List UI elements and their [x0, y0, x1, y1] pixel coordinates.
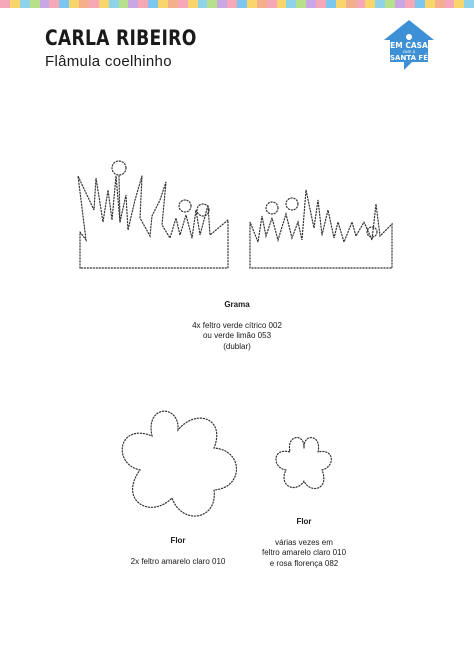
large-flower-caption-title: Flor: [170, 536, 186, 545]
small-flower-caption-line: e rosa florença 082: [269, 558, 339, 568]
author-name: CARLA RIBEIRO: [45, 26, 197, 50]
small-flower-caption-line: várias vezes em: [275, 537, 333, 547]
small-flower-caption-line: feltro amarelo claro 010: [261, 548, 347, 557]
logo-line-2: com a: [402, 49, 416, 54]
grass-bud-icon: [266, 202, 278, 214]
grass-caption-line: (dublar): [223, 341, 251, 351]
grass-template-left: [78, 176, 228, 268]
small-flower-caption: [244, 517, 364, 569]
grass-caption-title: Grama: [224, 300, 250, 309]
small-flower-caption-title: Flor: [296, 517, 312, 526]
grass-caption-line: ou verde limão 053: [202, 331, 272, 340]
large-flower-caption: [110, 536, 246, 567]
grass-caption-line: 4x feltro verde cítrico 002: [192, 320, 282, 330]
logo-line-1: EM CASA: [390, 41, 428, 50]
grass-bud-icon: [112, 161, 126, 175]
grass-bud-icon: [179, 200, 191, 212]
grass-caption: [170, 300, 304, 352]
flower-template-large: [122, 411, 236, 516]
page-subtitle: Flâmula coelhinho: [45, 53, 172, 70]
flower-template-small: [276, 438, 331, 489]
grass-bud-icon: [286, 198, 298, 210]
large-flower-caption-line: 2x feltro amarelo claro 010: [130, 556, 226, 566]
logo-line-3: SANTA FÉ: [390, 54, 428, 62]
